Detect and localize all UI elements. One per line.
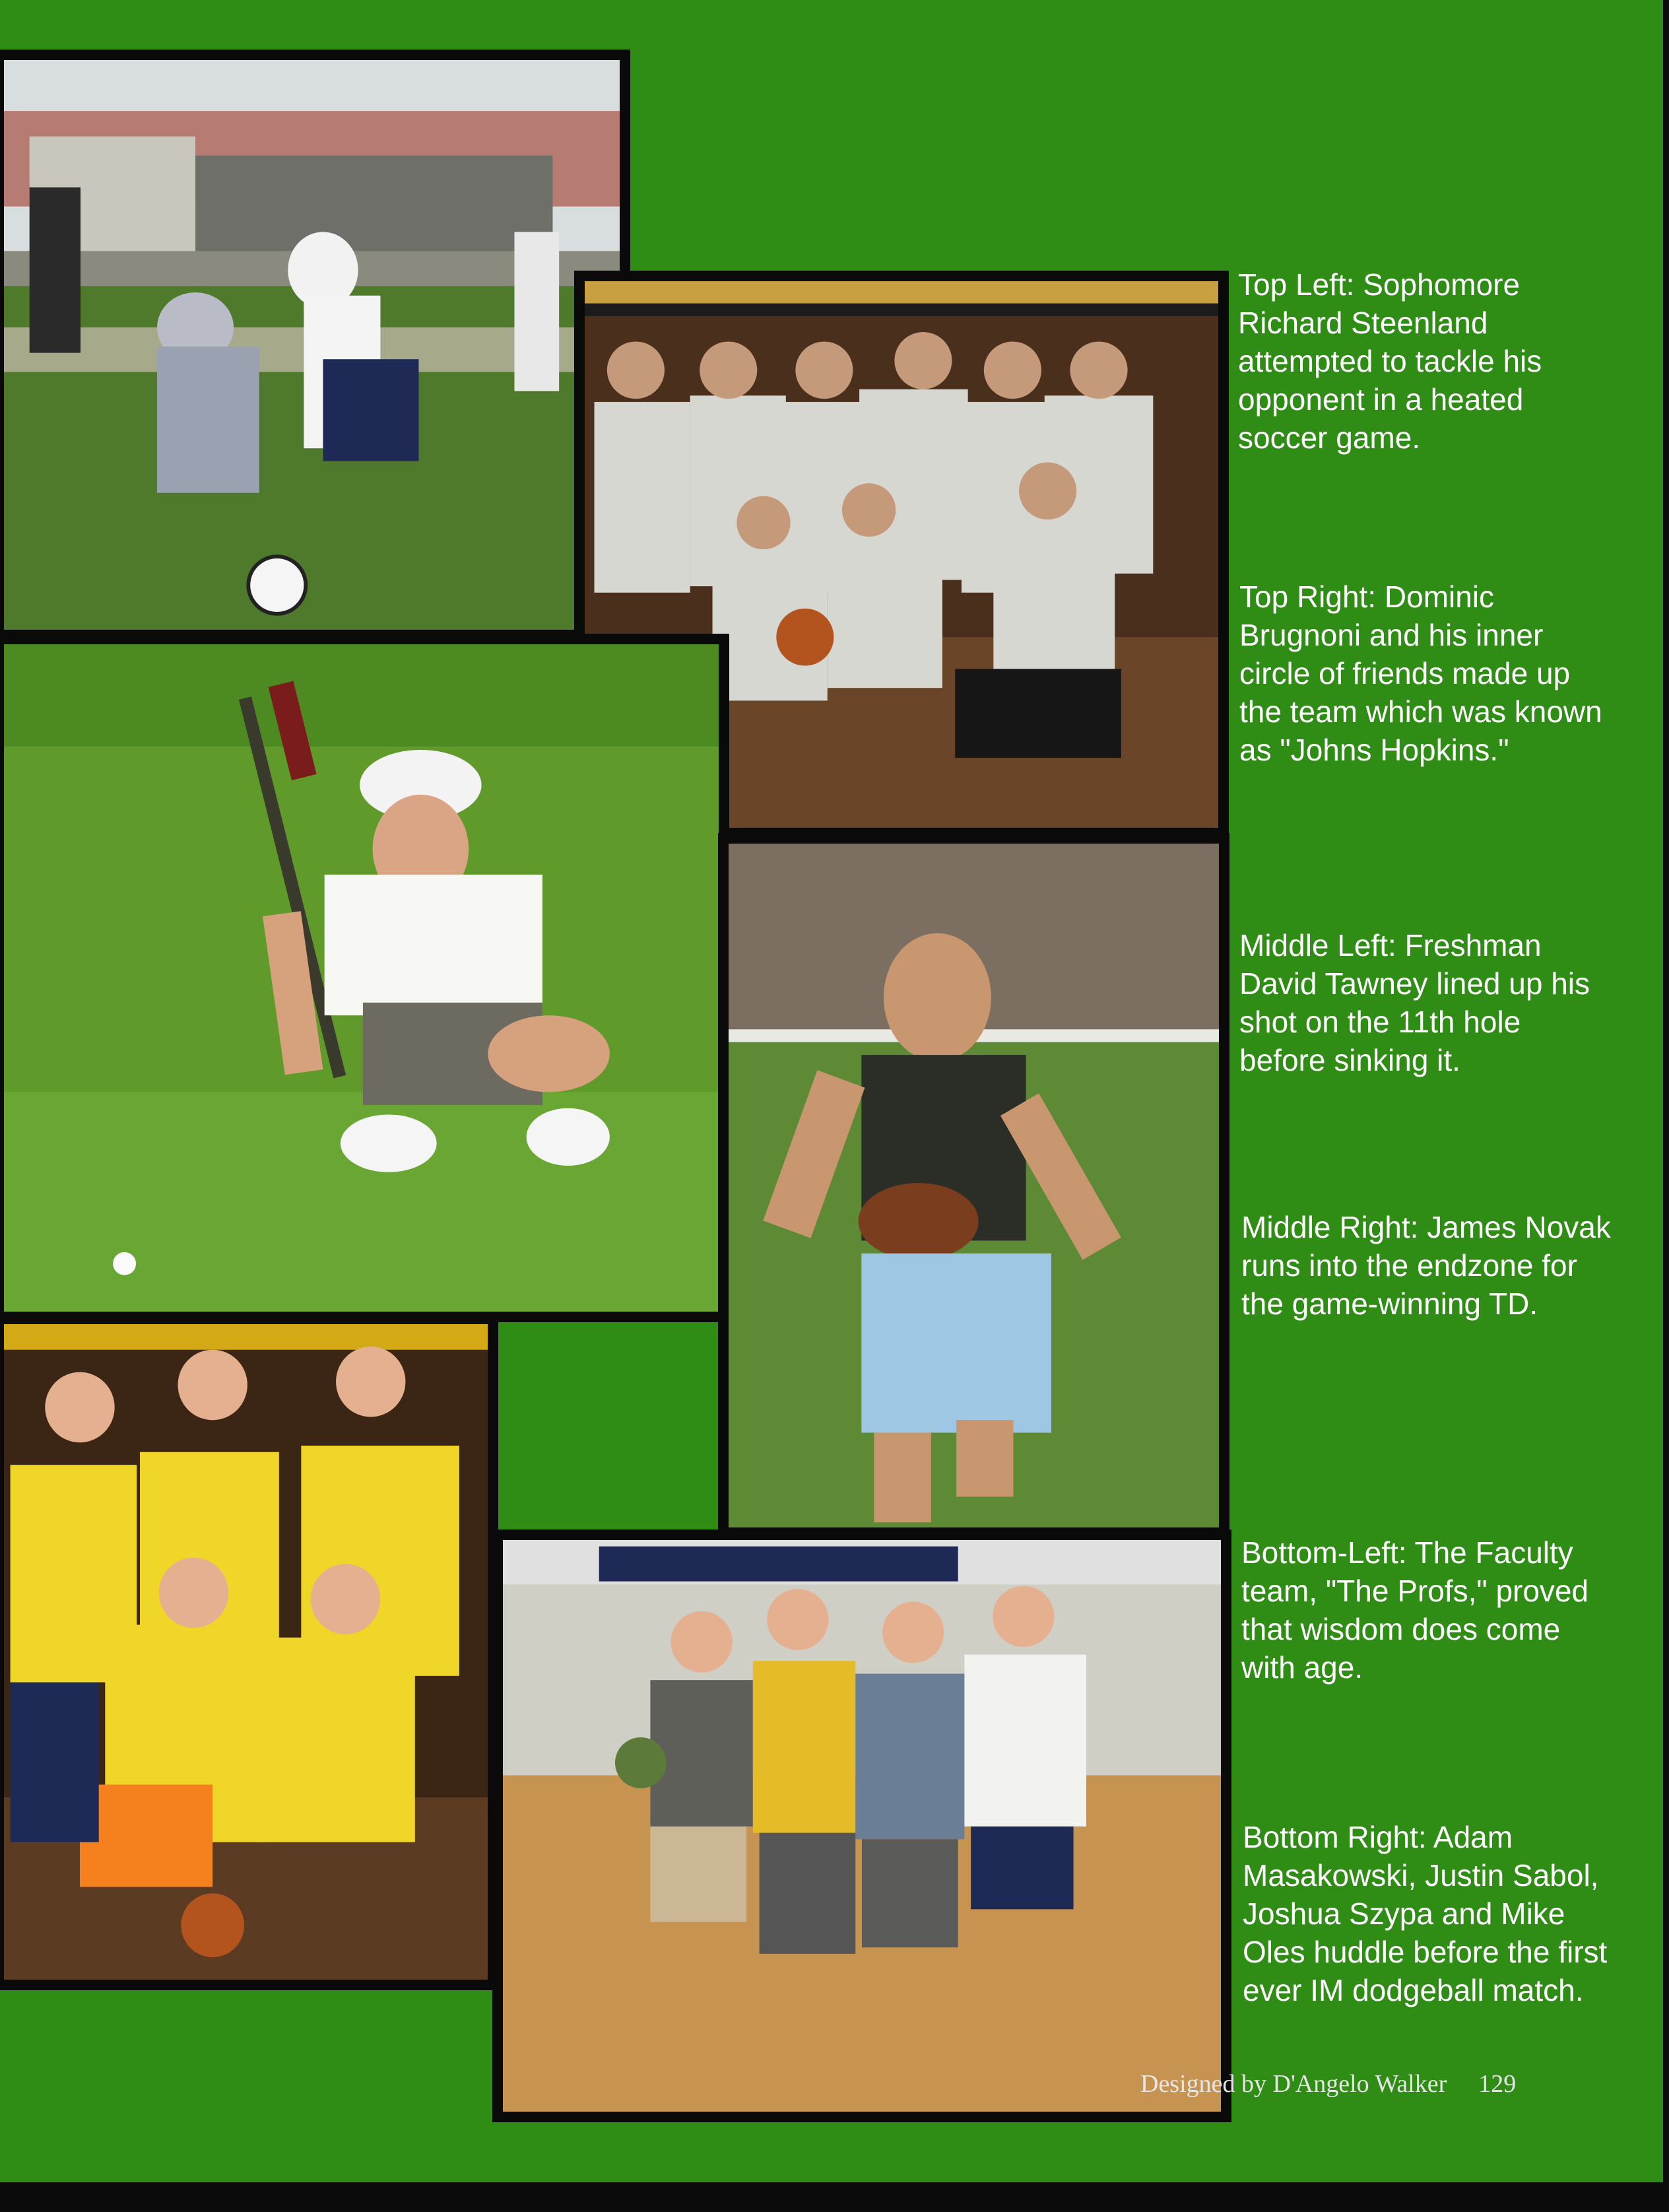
caption-bottom-left: Bottom-Left: The Faculty team, "The Profs," proved that wisdom does come with age. bbox=[1241, 1535, 1589, 1685]
page-footer bbox=[1140, 2069, 1516, 2098]
soccer-photo bbox=[0, 50, 630, 640]
caption-middle-left: Middle Left: Freshman David Tawney lined up his shot on the 11th hole before sinking it. bbox=[1239, 928, 1590, 1077]
page-number: 129 bbox=[1478, 2070, 1517, 2098]
dodgeball-team-photo bbox=[492, 1529, 1231, 2122]
faculty-basketball-team-photo bbox=[0, 1314, 498, 1990]
caption-top-right: Top Right: Dominic Brugnoni and his inner circle of friends made up the team which was known as "Johns Hopkins." bbox=[1239, 580, 1602, 767]
golf-photo bbox=[0, 634, 729, 1322]
flag-football-photo bbox=[718, 833, 1229, 1538]
designer-credit: Designed by D'Angelo Walker bbox=[1140, 2070, 1447, 2098]
caption-top-left: Top Left: Sophomore Richard Steenland attempted to tackle his opponent in a heated soccer game. bbox=[1238, 267, 1542, 455]
caption-bottom-right: Bottom Right: Adam Masakowski, Justin Sabol, Joshua Szypa and Mike Oles huddle before the first ever IM dodgeball match. bbox=[1243, 1820, 1608, 2007]
caption-middle-right: Middle Right: James Novak runs into the endzone for the game-winning TD. bbox=[1241, 1210, 1611, 1321]
